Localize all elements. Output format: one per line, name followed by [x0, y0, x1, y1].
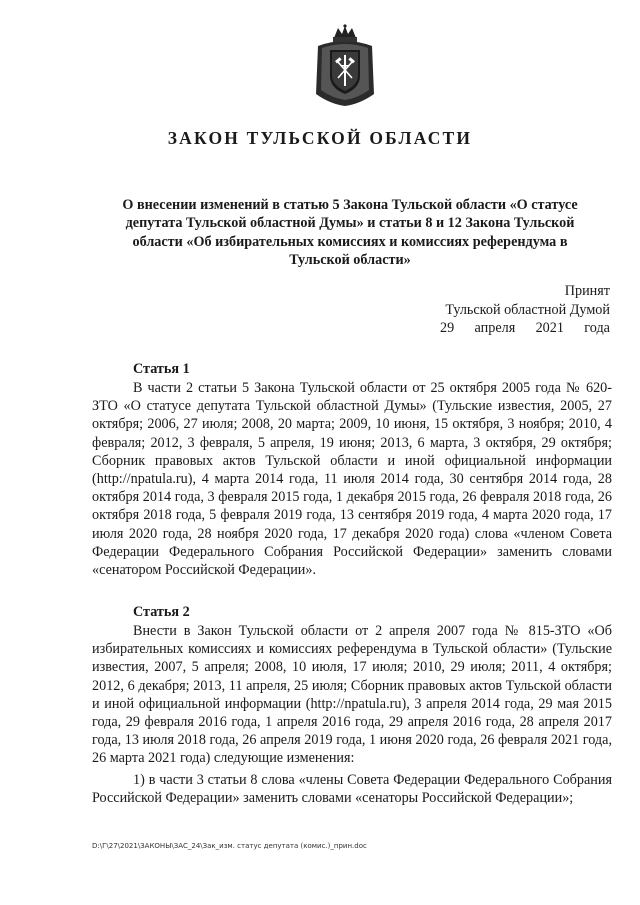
- adoption-date-day: 29: [440, 320, 455, 336]
- article-1-text: В части 2 статьи 5 Закона Тульской области от 25 октября 2005 года № 620-ЗТО «О статусе депутата Тульской областной Думы» (Тульские известия, 2005, 27 октября; 2006, 27 июля; 2008, 20 марта; 2009, 10 июня, 15 октября, 3 ноября; 2010, 4 февраля; 2012, 3 февраля, 5 апреля, 19 июня; 2013, 6 марта, 3 октября, 29 октября; Сборник правовых актов Тульской области и иной официальной информации (http://npatula.ru), 4 марта 2014 года, 11 июля 2014 года, 30 сентября 2014 года, 28 октября 2014 года, 3 февраля 2015 года, 1 декабря 2015 года, 26 февраля 2018 года, 26 октября 2018 года, 5 февраля 2019 года, 13 сентября 2019 года, 4 марта 2020 года, 17 июля 2020 года, 28 ноября 2020 года, 17 декабря 2020 года) слова «членом Совета Федерации Федерального Собрания Российской Федерации» заменить словами «сенатором Российской Федерации».: [92, 380, 612, 579]
- law-title: ЗАКОН ТУЛЬСКОЙ ОБЛАСТИ: [167, 128, 473, 148]
- law-subject: О внесении изменений в статью 5 Закона Тульской области «О статусе депутата Тульской областной Думы» и статьи 8 и 12 Закона Тульской области «Об избирательных комиссиях и комиссиях референдума в Тульской области»: [122, 197, 578, 269]
- coat-of-arms-icon: [312, 24, 378, 108]
- adoption-date-word: года: [584, 320, 610, 336]
- adoption-line-body: Тульской областной Думой: [445, 301, 610, 318]
- article-2-heading: Статья 2: [133, 604, 190, 620]
- file-path-footer: D:\Г\27\2021\ЗАКОНЫ\ЗАС_24\Зак_изм. статус депутата (комис.)_прин.doc: [92, 842, 367, 850]
- article-1-heading: Статья 1: [133, 361, 190, 377]
- article-2-text: Внести в Закон Тульской области от 2 апреля 2007 года № 815-ЗТО «Об избирательных комиссиях и комиссиях референдума в Тульской области» (Тульские известия, 2007, 5 апреля; 2008, 10 июля, 17 июля; 2010, 29 июля; 2011, 4 октября; 2012, 6 декабря; 2013, 11 апреля, 25 июля; Сборник правовых актов Тульской области и иной официальной информации (http://npatula.ru), 3 апреля 2014 года, 29 мая 2015 года, 29 февраля 2016 года, 1 апреля 2016 года, 29 апреля 2016 года, 28 апреля 2017 года, 13 июля 2018 года, 26 апреля 2019 года, 1 июня 2020 года, 26 февраля 2021 года, 26 марта 2021 года) следующие изменения:: [92, 623, 612, 767]
- adoption-block: [400, 282, 610, 338]
- adoption-date-month: апреля: [474, 320, 516, 336]
- adoption-line-adopted: Принят: [564, 283, 610, 299]
- adoption-date: [400, 319, 610, 338]
- adoption-date-year: 2021: [535, 320, 564, 336]
- article-2-item-1: 1) в части 3 статьи 8 слова «члены Совета Федерации Федерального Собрания Российской Федерации» заменить словами «сенаторы Российской Федерации»;: [92, 772, 612, 807]
